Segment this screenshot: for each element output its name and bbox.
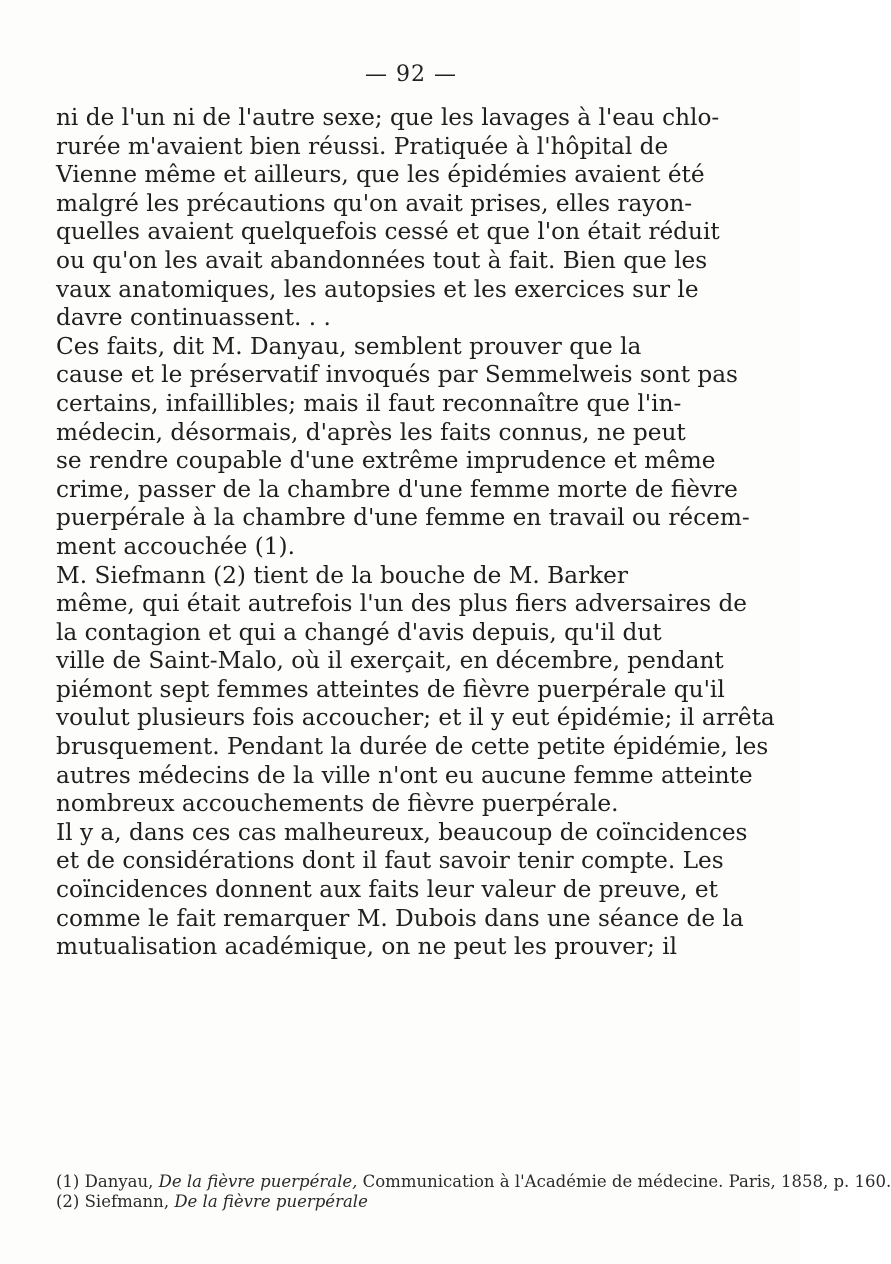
text-line: Il y a, dans ces cas malheureux, beaucoup de coïncidences: [56, 818, 748, 846]
text-line: se rendre coupable d'une extrême imprudence et même: [56, 447, 716, 475]
text-line: crime, passer de la chambre d'une femme morte de fièvre: [56, 475, 738, 503]
footnote-marker: (1): [56, 1172, 85, 1191]
text-line: cause et le préservatif invoqués par Semmelweis sont pas: [56, 361, 738, 389]
text-line: nombreux accouchements de fièvre puerpérale.: [56, 790, 619, 818]
body-text: [56, 104, 775, 1019]
text-line: coïncidences donnent aux faits leur valeur de preuve, et: [56, 876, 718, 904]
text-line: Vienne même et ailleurs, que les épidémies avaient été: [56, 161, 705, 189]
text-line: M. Siefmann (2) tient de la bouche de M. Barker: [56, 561, 628, 589]
text-line: ville de Saint-Malo, où il exerçait, en décembre, pendant: [56, 647, 724, 675]
text-line: certains, infaillibles; mais il faut reconnaître que l'in-: [56, 389, 682, 417]
text-line: piémont sept femmes atteintes de fièvre puerpérale qu'il: [56, 675, 725, 703]
text-line: même, qui était autrefois l'un des plus fiers adversaires de: [56, 590, 748, 618]
text-line: vaux anatomiques, les autopsies et les exercices sur le: [56, 275, 699, 303]
text-line: et de considérations dont il faut savoir tenir compte. Les: [56, 847, 724, 875]
text-line: rurée m'avaient bien réussi. Pratiquée à l'hôpital de: [56, 132, 669, 160]
text-line: quelles avaient quelquefois cessé et que l'on était réduit: [56, 218, 720, 246]
footnote-author: Siefmann,: [84, 1192, 175, 1211]
text-line: voulut plusieurs fois accoucher; et il y eut épidémie; il arrêta: [56, 704, 775, 732]
text-line: davre continuassent. . .: [56, 304, 331, 332]
text-line: brusquement. Pendant la durée de cette petite épidémie, les: [56, 733, 769, 761]
footnote: [56, 1192, 746, 1212]
footnote-text: Communication à l'Académie de médecine. Paris, 1858, p. 160.: [362, 1172, 891, 1191]
text-line: ni de l'un ni de l'autre sexe; que les lavages à l'eau chlo-: [56, 104, 720, 131]
text-line: comme le fait remarquer M. Dubois dans une séance de la: [56, 904, 744, 932]
text-line: puerpérale à la chambre d'une femme en travail ou récem-: [56, 504, 750, 532]
text-line: malgré les précautions qu'on avait prises, elles rayon-: [56, 189, 693, 217]
text-line: autres médecins de la ville n'ont eu aucune femme atteinte: [56, 761, 753, 789]
text-line: médecin, désormais, d'après les faits connus, ne peut: [56, 418, 686, 446]
text-line: [56, 962, 746, 991]
text-line: Ces faits, dit M. Danyau, semblent prouver que la: [56, 332, 642, 360]
page-number: — 92 —: [365, 62, 457, 87]
text-line: ou qu'on les avait abandonnées tout à fait. Bien que les: [56, 246, 708, 274]
footnote-author: Danyau,: [84, 1172, 159, 1191]
footnote-title: De la fièvre puerpérale,: [158, 1172, 363, 1191]
text-line: [56, 990, 746, 1019]
footnote-title: De la fièvre puerpérale: [174, 1192, 368, 1211]
text-line: ment accouchée (1).: [56, 532, 295, 560]
footnotes: [56, 1172, 891, 1212]
text-line: la contagion et qui a changé d'avis depuis, qu'il dut: [56, 618, 662, 646]
text-line: mutualisation académique, on ne peut les prouver; il: [56, 933, 678, 961]
footnote-marker: (2): [56, 1192, 85, 1211]
footnote: [56, 1172, 891, 1192]
